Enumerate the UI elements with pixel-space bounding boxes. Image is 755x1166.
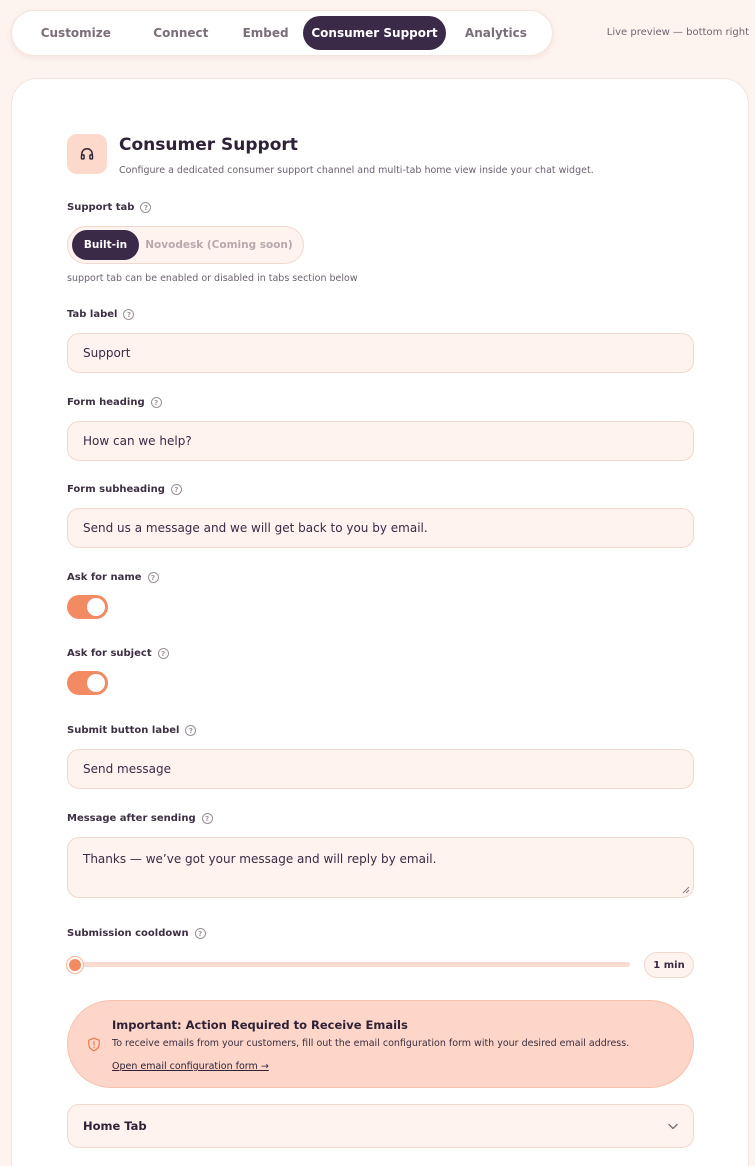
submit-label-field-label xyxy=(67,725,196,736)
headset-icon xyxy=(67,134,107,174)
form-subheading-label-text: Form subheading xyxy=(67,484,165,495)
email-config-alert xyxy=(67,1000,694,1088)
form-heading-label-text: Form heading xyxy=(67,397,145,408)
help-icon[interactable]: ? xyxy=(140,202,151,213)
top-nav xyxy=(11,10,553,56)
cooldown-slider-thumb[interactable] xyxy=(67,957,83,973)
cooldown-field-label xyxy=(67,928,206,939)
live-preview-status: Live preview — bottom right xyxy=(606,27,749,38)
page-title: Consumer Support xyxy=(119,135,298,155)
option-novodesk[interactable]: Novodesk (Coming soon) xyxy=(145,239,293,251)
message-after-textarea[interactable] xyxy=(67,837,694,898)
form-heading-value: How can we help? xyxy=(83,434,192,448)
ask-subject-toggle[interactable] xyxy=(67,671,108,695)
ask-subject-label-text: Ask for subject xyxy=(67,648,152,659)
submit-label-label-text: Submit button label xyxy=(67,725,180,736)
shield-alert-icon xyxy=(87,1037,101,1052)
help-icon[interactable]: ? xyxy=(171,484,182,495)
settings-card xyxy=(11,78,749,1166)
ask-name-toggle[interactable] xyxy=(67,595,108,619)
form-subheading-value: Send us a message and we will get back to you by email. xyxy=(83,521,428,535)
help-icon[interactable]: ? xyxy=(185,725,196,736)
tab-analytics[interactable]: Analytics xyxy=(464,26,527,40)
resize-handle-icon[interactable] xyxy=(682,886,690,894)
tab-embed[interactable]: Embed xyxy=(242,26,289,40)
message-after-field-label xyxy=(67,813,213,824)
tab-label-text: Tab label xyxy=(67,309,118,320)
help-icon[interactable]: ? xyxy=(195,928,206,939)
home-tab-title: Home Tab xyxy=(83,1119,147,1133)
message-after-label-text: Message after sending xyxy=(67,813,196,824)
support-tab-selector xyxy=(67,226,304,264)
page-subtitle: Configure a dedicated consumer support channel and multi-tab home view inside your chat widget. xyxy=(119,165,594,176)
option-built-in[interactable]: Built-in xyxy=(72,230,139,260)
ask-subject-field-label xyxy=(67,648,169,659)
tab-label-value: Support xyxy=(83,346,131,360)
form-heading-field-label xyxy=(67,397,162,408)
toggle-knob xyxy=(87,674,105,692)
support-tab-label xyxy=(67,202,151,213)
submit-label-value: Send message xyxy=(83,762,171,776)
alert-title: Important: Action Required to Receive Emails xyxy=(112,1018,408,1032)
support-tab-hint: support tab can be enabled or disabled in tabs section below xyxy=(67,273,358,284)
tab-customize[interactable]: Customize xyxy=(40,26,111,40)
tab-connect[interactable]: Connect xyxy=(153,26,209,40)
help-icon[interactable]: ? xyxy=(148,572,159,583)
tab-label-field-label xyxy=(67,309,134,320)
ask-name-field-label xyxy=(67,572,159,583)
help-icon[interactable]: ? xyxy=(158,648,169,659)
tab-label-input[interactable] xyxy=(67,333,694,373)
chevron-down-icon xyxy=(668,1123,678,1130)
form-heading-input[interactable] xyxy=(67,421,694,461)
ask-name-label-text: Ask for name xyxy=(67,572,142,583)
email-config-link[interactable]: Open email configuration form → xyxy=(112,1061,269,1072)
help-icon[interactable]: ? xyxy=(123,309,134,320)
form-subheading-input[interactable] xyxy=(67,508,694,548)
submit-label-input[interactable] xyxy=(67,749,694,789)
alert-body: To receive emails from your customers, fill out the email configuration form with your desired email address. xyxy=(112,1038,630,1049)
tab-consumer-support[interactable]: Consumer Support xyxy=(303,16,446,50)
message-after-value: Thanks — we’ve got your message and will reply by email. xyxy=(83,852,437,866)
help-icon[interactable]: ? xyxy=(202,813,213,824)
cooldown-value-badge: 1 min xyxy=(644,952,694,978)
form-subheading-field-label xyxy=(67,484,182,495)
help-icon[interactable]: ? xyxy=(151,397,162,408)
cooldown-label-text: Submission cooldown xyxy=(67,928,189,939)
home-tab-accordion[interactable] xyxy=(67,1104,694,1148)
cooldown-slider-track[interactable] xyxy=(75,962,630,967)
support-tab-label-text: Support tab xyxy=(67,202,135,213)
toggle-knob xyxy=(87,598,105,616)
